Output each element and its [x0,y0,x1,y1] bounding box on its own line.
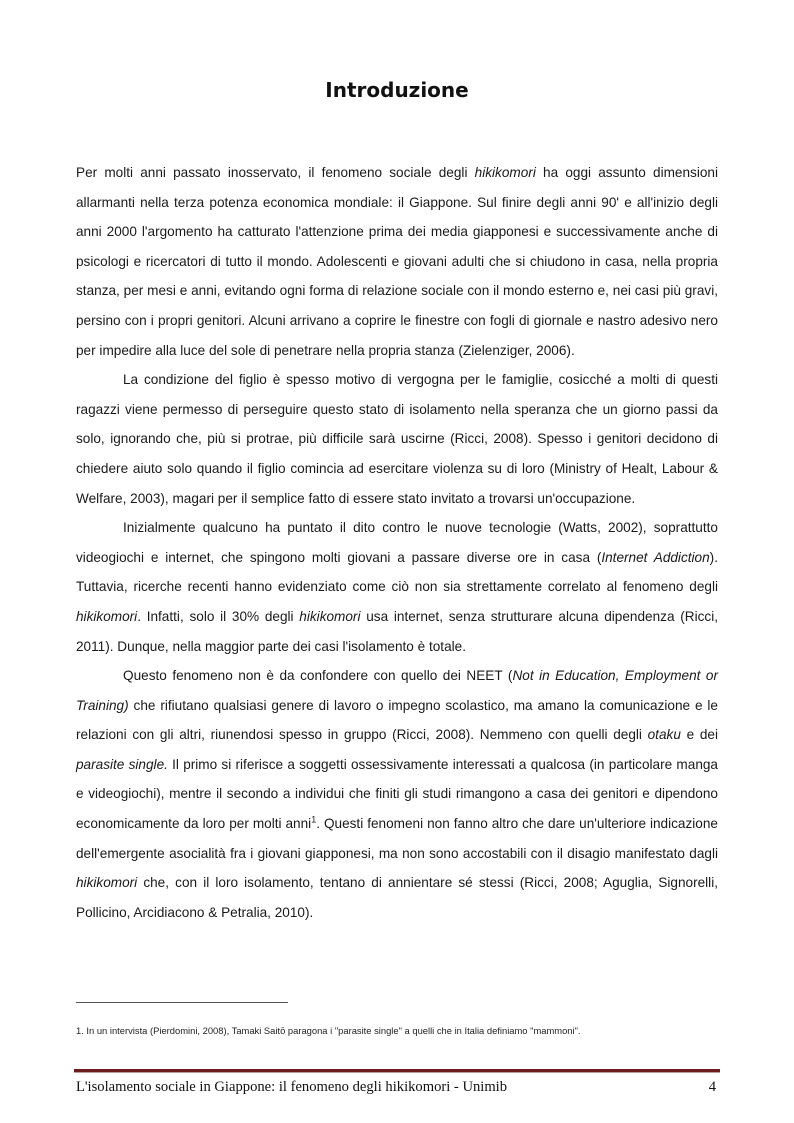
footnote: 1. In un intervista (Pierdomini, 2008), Tamaki Saitō paragona i "parasite single" a quelli che in Italia definiamo "mammoni". [76,1025,581,1036]
text-run: Per molti anni passato inosservato, il fenomeno sociale degli [76,165,475,180]
italic-term: hikikomori [76,608,138,624]
page-number: 4 [708,1079,716,1095]
paragraph [76,158,718,365]
text-run: e dei [680,727,718,743]
italic-term: hikikomori [76,875,138,891]
page-title: Introduzione [325,78,469,102]
italic-term: parasite single. [76,756,168,772]
text-run: ). Tuttavia, ricerche recenti hanno evidenziato come ciò non sia strettamente correlato al fenomeno degli [76,549,718,595]
paragraph [76,661,718,927]
text-run: che rifiutano qualsiasi genere di lavoro o impegno scolastico, ma amano la comunicazione e le relazioni con gli altri, riunendosi spesso in gruppo (Ricci, 2008). Nemmeno con quelli degli [76,697,718,743]
text-run: usa internet, senza strutturare alcuna dipendenza (Ricci, 2011). Dunque, nella maggior parte dei casi l'isolamento è totale. [76,608,718,654]
text-run: La condizione del figlio è spesso motivo di vergogna per le famiglie, cosicché a molti di questi ragazzi viene permesso di perseguire questo stato di isolamento nella speranza che un giorno passi da solo, ignorando che, più si protrae, più difficile sarà uscirne (Ricci, 2008). Spesso i genitori decidono di chiedere aiuto solo quando il figlio comincia ad esercitare violenza su di loro (Ministry of Healt, Labour & Welfare, 2003), magari per il semplice fatto di essere stato invitato a trovarsi un'occupazione. [76,372,718,506]
italic-term: otaku [647,727,681,743]
text-run: che, con il loro isolamento, tentano di annientare sé stessi (Ricci, 2008; Aguglia, Signorelli, Pollicino, Arcidiacono & Petralia, 2010). [76,875,718,920]
text-run: Questo fenomeno non è da confondere con quello dei NEET ( [123,668,513,684]
italic-term: hikikomori [474,165,536,180]
text-run: ha oggi assunto dimensioni allarmanti nella terza potenza economica mondiale: il Giappone. Sul finire degli anni 90' e all'inizio degli anni 2000 l'argomento ha catturato l'attenzione prima dei media giapponesi e successivamente anche di psicologi e ricercatori di tutto il mondo. Adolescenti e giovani adulti che si chiudono in casa, nella propria stanza, per mesi e anni, evitando ogni forma di relazione sociale con il mondo esterno e, nei casi più gravi, persino con i propri genitori. Alcuni arrivano a coprire le finestre con fogli di giornale e nastro adesivo nero per impedire alla luce del sole di penetrare nella propria stanza (Zielenziger, 2006). [76,165,718,358]
text-run: . Infatti, solo il 30% degli [137,608,300,624]
text-run: Inizialmente qualcuno ha puntato il dito contro le nuove tecnologie (Watts, 2002), soprattutto videogiochi e internet, che spingono molti giovani a passare diverse ore in casa ( [76,520,718,565]
running-footer: L'isolamento sociale in Giappone: il fenomeno degli hikikomori - Unimib [76,1079,508,1095]
footer-divider [74,1069,720,1072]
italic-term: hikikomori [299,608,361,624]
footnote-marker: 1 [311,814,317,825]
italic-term: Not in Education, Employment or Training) [76,668,718,713]
italic-term: Internet Addiction [601,549,710,565]
paragraph [76,513,718,661]
paragraph [76,365,718,513]
body-text [76,158,718,927]
text-run: . Questi fenomeni non fanno altro che dare un'ulteriore indicazione dell'emergente asocialità fra i giovani giapponesi, ma non sono accostabili con il disagio manifestato dagli [76,816,718,861]
footnote-separator [76,1002,288,1003]
text-run: Il primo si riferisce a soggetti ossessivamente interessati a qualcosa (in particolare manga e videogiochi), mentre il secondo a individui che finiti gli studi rimangono a casa dei genitori e dipendono economicamente da loro per molti anni [76,756,718,832]
